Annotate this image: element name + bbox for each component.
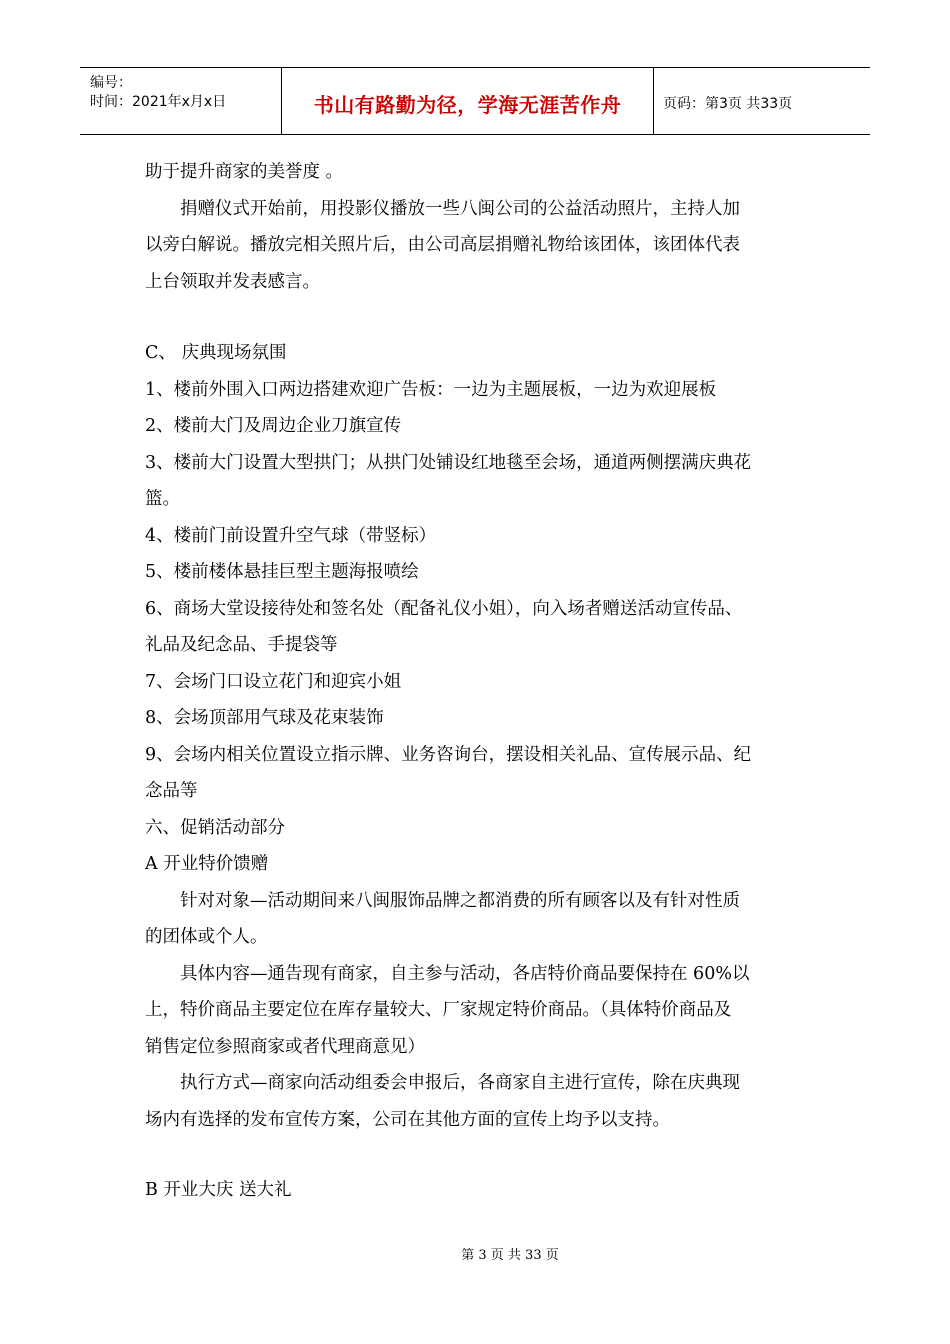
section-heading: 六、促销活动部分 xyxy=(145,817,285,838)
paragraph-line: 以旁白解说。播放完相关照片后，由公司高层捐赠礼物给该团体，该团体代表 xyxy=(145,235,740,255)
subsection-heading: B 开业大庆 送大礼 xyxy=(145,1180,292,1200)
list-item: 8、会场顶部用气球及花束装饰 xyxy=(145,708,384,728)
list-item-continuation: 念品等 xyxy=(145,781,198,801)
header-motto-cell xyxy=(281,68,654,134)
list-item: 3、楼前大门设置大型拱门；从拱门处铺设红地毯至会场，通道两侧摆满庆典花 xyxy=(145,452,752,473)
list-item: 6、商场大堂设接待处和签名处（配备礼仪小姐），向入场者赠送活动宣传品、 xyxy=(145,598,743,619)
spacer xyxy=(145,1138,807,1172)
paragraph-line: 执行方式—商家向活动组委会申报后，各商家自主进行宣传，除在庆典现 xyxy=(180,1073,740,1093)
subsection-heading: A 开业特价馈赠 xyxy=(145,854,269,874)
paragraph-line: 的团体或个人。 xyxy=(145,927,268,947)
footer-page-number: 第 3 页 共 33 页 xyxy=(461,1248,559,1263)
paragraph-line: 捐赠仪式开始前，用投影仪播放一些八闽公司的公益活动照片，主持人加 xyxy=(180,198,740,219)
paragraph-line: 具体内容—通告现有商家，自主参与活动，各店特价商品要保持在 60%以 xyxy=(180,963,750,984)
code-label: 编号： xyxy=(90,75,132,91)
list-item-continuation: 篮。 xyxy=(145,489,180,509)
list-item: 9、会场内相关位置设立指示牌、业务咨询台，摆设相关礼品、宣传展示品、纪 xyxy=(145,744,752,765)
paragraph-line: 上，特价商品主要定位在库存量较大、厂家规定特价商品。（具体特价商品及 xyxy=(145,1000,732,1020)
list-item-continuation: 礼品及纪念品、手提袋等 xyxy=(145,635,338,655)
section-heading: C、 庆典现场氛围 xyxy=(145,343,287,363)
paragraph-line: 上台领取并发表感言。 xyxy=(145,271,320,292)
spacer xyxy=(145,300,807,335)
paragraph-line: 销售定位参照商家或者代理商意见） xyxy=(145,1036,425,1057)
list-item: 7、会场门口设立花门和迎宾小姐 xyxy=(145,671,402,692)
paragraph-line: 针对对象—活动期间来八闽服饰品牌之都消费的所有顾客以及有针对性质 xyxy=(180,890,740,911)
list-item: 1、楼前外围入口两边搭建欢迎广告板：一边为主题展板，一边为欢迎展板 xyxy=(145,379,717,400)
time-label: 时间：2021年x月x日 xyxy=(90,94,227,110)
paragraph-line: 助于提升商家的美誉度 。 xyxy=(145,162,344,182)
header-meta xyxy=(80,68,281,134)
list-item: 2、楼前大门及周边企业刀旗宣传 xyxy=(145,416,402,436)
paragraph-line: 场内有选择的发布宣传方案，公司在其他方面的宣传上均予以支持。 xyxy=(145,1109,670,1130)
document-body xyxy=(145,154,807,1209)
header-page-info xyxy=(654,68,870,134)
list-item: 4、楼前门前设置升空气球（带竖标） xyxy=(145,525,437,546)
header-motto: 书山有路勤为径，学海无涯苦作舟 xyxy=(313,92,622,117)
page-footer xyxy=(0,1244,950,1263)
list-item: 5、楼前楼体悬挂巨型主题海报喷绘 xyxy=(145,562,419,582)
page-header xyxy=(80,67,870,135)
page-info-text: 页码：第3页 共33页 xyxy=(663,96,793,112)
